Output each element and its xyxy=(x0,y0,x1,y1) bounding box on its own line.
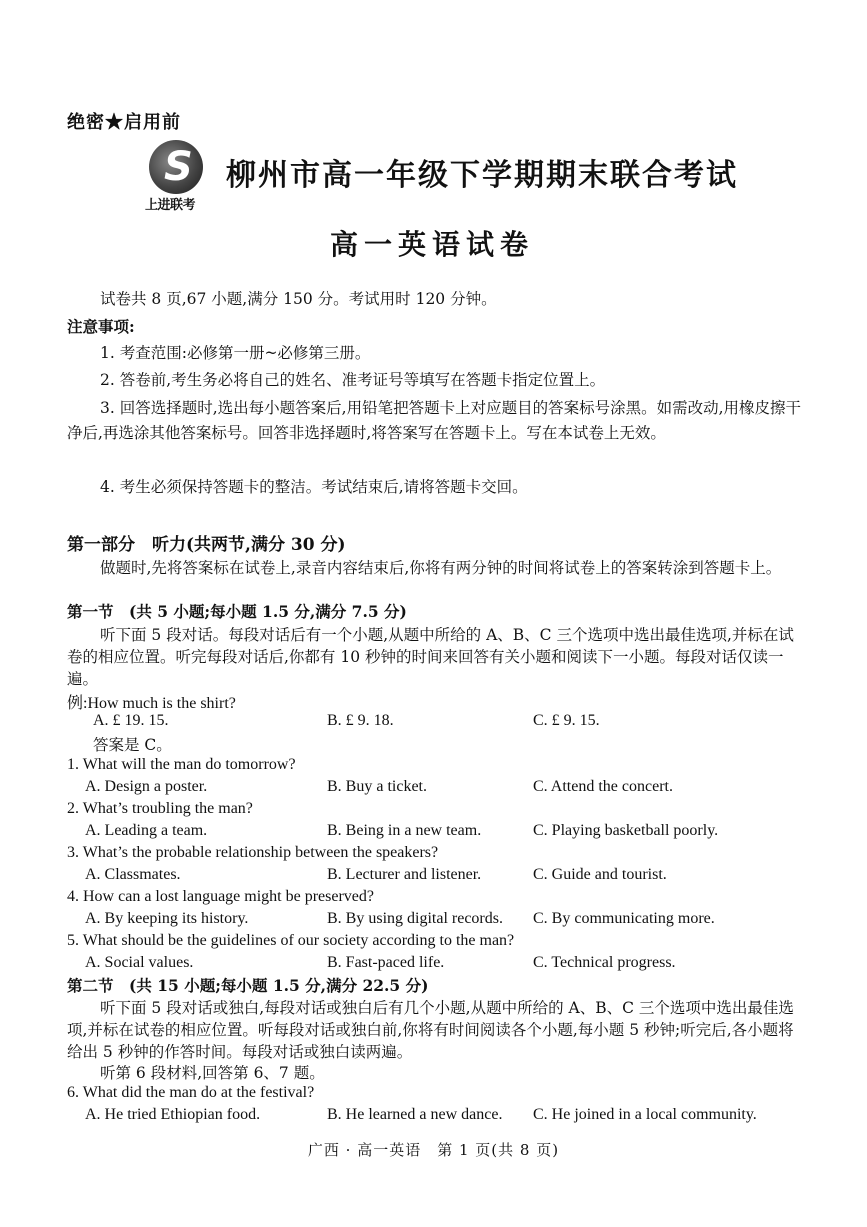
question-1-option-b: B. Buy a ticket. xyxy=(327,778,427,795)
note-item-1: 1. 考查范围:必修第一册~必修第三册。 xyxy=(100,344,371,362)
section2-instruction: 听下面 5 段对话或独白,每段对话或独白后有几个小题,从题中所给的 A、B、C 三个选项中选出最佳选项,并标在试卷的相应位置。听每段对话或独白前,你将有时间阅读各个小题,每小题 5 秒钟;听完后,各小题将给出 5 秒钟的作答时间。每段对话或独白读两遍。 xyxy=(67,999,794,1061)
question-5-option-a: A. Social values. xyxy=(85,954,194,971)
example-question: 例:How much is the shirt? xyxy=(67,695,236,712)
section1-heading: 第一节 (共 5 小题;每小题 1.5 分,满分 7.5 分) xyxy=(67,602,407,621)
question-3-option-b: B. Lecturer and listener. xyxy=(327,866,482,883)
question-1-option-c: C. Attend the concert. xyxy=(533,778,673,795)
note-item-4: 4. 考生必须保持答题卡的整洁。考试结束后,请将答题卡交回。 xyxy=(100,478,528,496)
logo-letter-icon: S xyxy=(164,144,193,190)
question-4-option-b: B. By using digital records. xyxy=(327,910,503,927)
logo-text: 上进联考 xyxy=(145,198,196,213)
question-6-option-b: B. He learned a new dance. xyxy=(327,1106,503,1123)
question-4: 4. How can a lost language might be preserved? xyxy=(67,888,375,905)
example-option-b: B. £ 9. 18. xyxy=(327,712,394,729)
note-item-3: 3. 回答选择题时,选出每小题答案后,用铅笔把答题卡上对应题目的答案标号涂黑。如需改动,用橡皮擦干净后,再选涂其他答案标号。回答非选择题时,将答案写在答题卡上。写在本试卷上无效。 xyxy=(67,399,801,442)
question-3: 3. What’s the probable relationship between the speakers? xyxy=(67,844,439,861)
section2-material: 听第 6 段材料,回答第 6、7 题。 xyxy=(100,1064,325,1082)
example-answer: 答案是 C。 xyxy=(93,736,172,754)
question-2-option-c: C. Playing basketball poorly. xyxy=(533,822,719,839)
section1-instruction: 听下面 5 段对话。每段对话后有一个小题,从题中所给的 A、B、C 三个选项中选出最佳选项,并标在试卷的相应位置。听完每段对话后,你都有 10 秒钟的时间来回答有关小题和阅读下一小题。每段对话仅读一遍。 xyxy=(67,626,794,688)
question-3-option-c: C. Guide and tourist. xyxy=(533,866,667,883)
paper-title: 高一英语试卷 xyxy=(330,228,535,261)
question-5-option-b: B. Fast-paced life. xyxy=(327,954,445,971)
question-2-option-b: B. Being in a new team. xyxy=(327,822,482,839)
question-6: 6. What did the man do at the festival? xyxy=(67,1084,315,1101)
question-5-option-c: C. Technical progress. xyxy=(533,954,676,971)
part1-heading: 第一部分 听力(共两节,满分 30 分) xyxy=(67,535,346,555)
question-6-option-a: A. He tried Ethiopian food. xyxy=(85,1106,261,1123)
example-option-a: A. £ 19. 15. xyxy=(93,712,169,729)
question-5: 5. What should be the guidelines of our society according to the man? xyxy=(67,932,515,949)
note-item-2: 2. 答卷前,考生务必将自己的姓名、准考证号等填写在答题卡指定位置上。 xyxy=(100,371,606,389)
exam-title: 柳州市高一年级下学期期末联合考试 xyxy=(226,158,738,193)
question-4-option-c: C. By communicating more. xyxy=(533,910,715,927)
question-1-option-a: A. Design a poster. xyxy=(85,778,208,795)
exam-logo xyxy=(145,140,207,214)
intro-text: 试卷共 8 页,67 小题,满分 150 分。考试用时 120 分钟。 xyxy=(100,290,497,308)
question-4-option-a: A. By keeping its history. xyxy=(85,910,249,927)
confidential-label: 绝密★启用前 xyxy=(67,112,181,133)
example-option-c: C. £ 9. 15. xyxy=(533,712,600,729)
notes-heading: 注意事项: xyxy=(67,317,135,336)
question-1: 1. What will the man do tomorrow? xyxy=(67,756,296,773)
part1-instruction: 做题时,先将答案标在试卷上,录音内容结束后,你将有两分钟的时间将试卷上的答案转涂到答题卡上。 xyxy=(100,559,782,577)
question-2: 2. What’s troubling the man? xyxy=(67,800,253,817)
section2-heading: 第二节 (共 15 小题;每小题 1.5 分,满分 22.5 分) xyxy=(67,976,429,995)
question-6-option-c: C. He joined in a local community. xyxy=(533,1106,757,1123)
question-3-option-a: A. Classmates. xyxy=(85,866,181,883)
question-2-option-a: A. Leading a team. xyxy=(85,822,208,839)
page-footer: 广西 · 高一英语 第 1 页(共 8 页) xyxy=(307,1141,560,1159)
